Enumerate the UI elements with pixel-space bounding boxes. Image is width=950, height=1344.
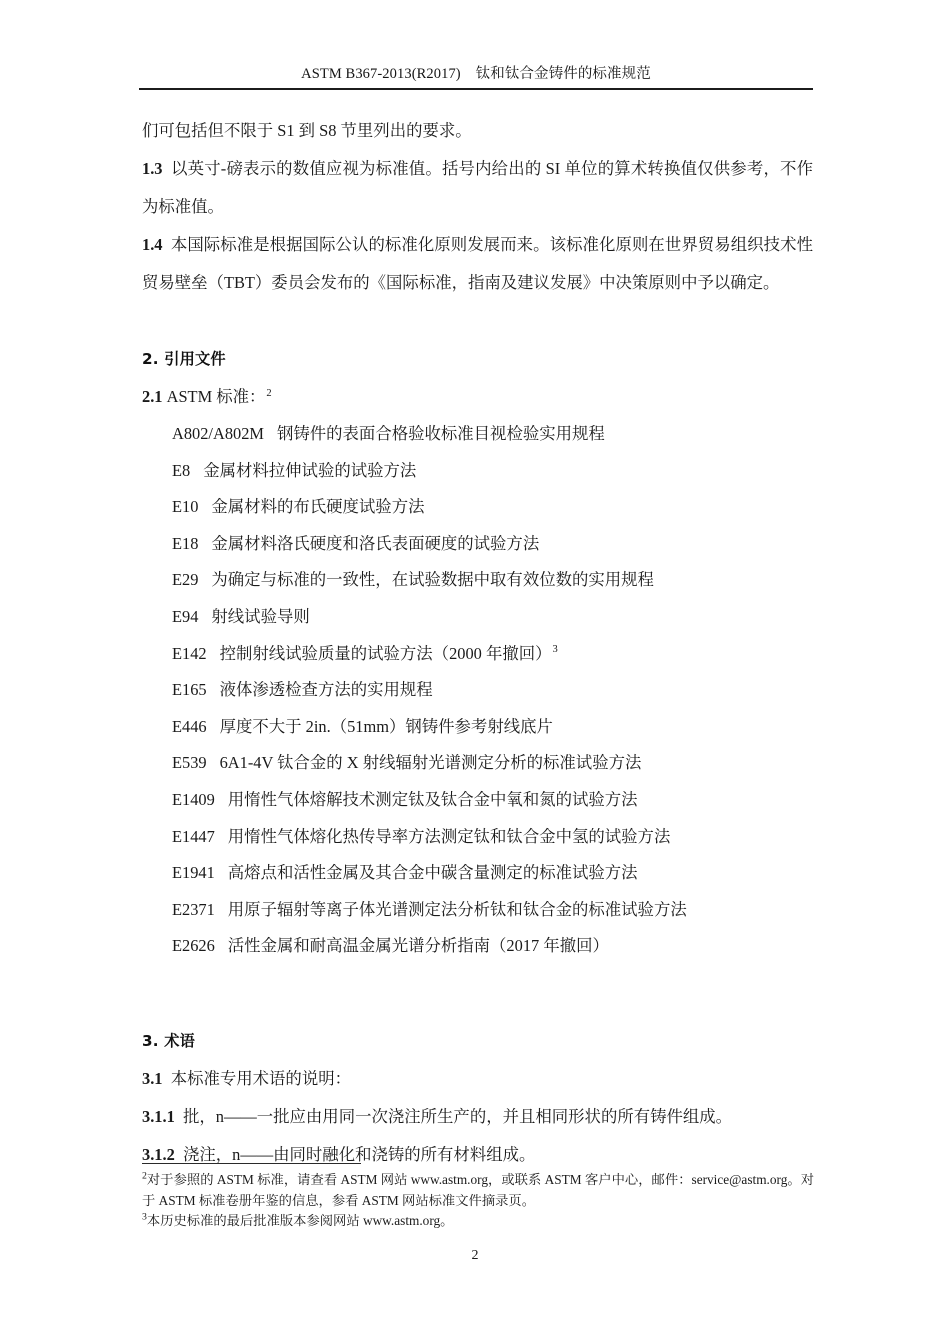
- footnote-2: [142, 1170, 814, 1211]
- list-item: [142, 672, 813, 709]
- reference-footnote-ref: [539, 534, 540, 545]
- list-item: [142, 745, 813, 782]
- reference-code: E539: [172, 753, 207, 773]
- list-item: [142, 562, 813, 599]
- subsection-text-3-1: 本标准专用术语的说明：: [170, 1068, 351, 1088]
- reference-code: E29: [172, 570, 199, 590]
- subsection-text-3-1-2: 浇注，n——由同时融化和浇铸的所有材料组成。: [182, 1144, 536, 1164]
- reference-code: A802/A802M: [172, 424, 264, 443]
- list-item: [142, 892, 813, 929]
- reference-code: E1447: [172, 826, 215, 846]
- reference-footnote-ref: [433, 681, 434, 692]
- list-item: [142, 709, 813, 746]
- reference-footnote-ref: [310, 608, 311, 619]
- list-item: [142, 599, 813, 636]
- reference-code: E18: [172, 533, 199, 553]
- reference-footnote-ref: [654, 571, 655, 582]
- reference-title: 金属材料洛氏硬度和洛氏表面硬度的试验方法: [211, 533, 540, 553]
- subsection-number-3-1: 3.1: [142, 1068, 163, 1088]
- paragraph-number-1-4: 1.4: [142, 235, 163, 254]
- reference-title: 钢铸件的表面合格验收标准目视检验实用规程: [276, 424, 605, 443]
- spacer-before-section-3: [142, 965, 813, 1003]
- subsection-3-1-1: [142, 1098, 813, 1136]
- list-item: [142, 819, 813, 856]
- reference-code: E446: [172, 716, 207, 736]
- reference-title: 为确定与标准的一致性，在试验数据中取有效位数的实用规程: [211, 570, 654, 590]
- spacer-before-section-2: [142, 302, 813, 340]
- subsection-number-3-1-1: 3.1.1: [142, 1106, 175, 1126]
- reference-title: 液体渗透检查方法的实用规程: [219, 680, 433, 700]
- reference-footnote-ref: [641, 754, 642, 765]
- reference-title: 金属材料的布氏硬度试验方法: [211, 497, 425, 517]
- subsection-number-2-1: 2.1: [142, 387, 163, 406]
- reference-footnote-ref: [553, 717, 554, 728]
- subsection-text-2-1: ASTM 标准：: [166, 387, 266, 406]
- footnote-mark-2: 2: [142, 1170, 147, 1182]
- page-number: 2: [471, 1248, 479, 1263]
- reference-code: E1409: [172, 789, 215, 809]
- list-item: [142, 416, 813, 453]
- reference-footnote-ref: [638, 864, 639, 875]
- footnotes-block: [142, 1170, 814, 1232]
- reference-title: 6A1-4V 钛合金的 X 射线辐射光谱测定分析的标准试验方法: [219, 753, 642, 773]
- footnote-text-2: 对于参照的 ASTM 标准，请查看 ASTM 网站 www.astm.org，或联系 ASTM 客户中心，邮件：service@astm.org。对于 ASTM 标准卷册年鉴的信息，参看 ASTM 网站标准文件摘录页。: [142, 1172, 814, 1208]
- section-heading-2: 2. 引用文件: [142, 350, 226, 368]
- reference-footnote-ref: [605, 425, 606, 436]
- reference-title: 活性金属和耐高温金属光谱分析指南（2017 年撤回）: [227, 936, 609, 956]
- reference-title: 金属材料拉伸试验的试验方法: [203, 460, 417, 480]
- reference-footnote-ref: [687, 900, 688, 911]
- reference-code: E2371: [172, 899, 215, 919]
- subsection-2-1: [142, 378, 813, 416]
- reference-code: E10: [172, 497, 199, 517]
- reference-code: E142: [172, 643, 207, 663]
- paragraph-text-1-3: 以英寸-磅表示的数值应视为标准值。括号内给出的 SI 单位的算术转换值仅供参考，不作为标准值。: [142, 159, 813, 216]
- footnote-ref-2[interactable]: 2: [266, 387, 272, 399]
- astm-reference-list: [142, 416, 813, 965]
- header-divider-rule: [139, 88, 813, 90]
- reference-title: 控制射线试验质量的试验方法（2000 年撤回）: [219, 643, 552, 663]
- section-heading-3: 3. 术语: [142, 1031, 195, 1050]
- spacer-before-section-3-b: [142, 1003, 813, 1022]
- paragraph-text-1-4: 本国际标准是根据国际公认的标准化原则发展而来。该标准化原则在世界贸易组织技术性贸易壁垒（TBT）委员会发布的《国际标准，指南及建议发展》中决策原则中予以确定。: [142, 235, 814, 292]
- list-item: [142, 636, 813, 673]
- reference-code: E165: [172, 680, 207, 700]
- subsection-3-1: [142, 1060, 813, 1098]
- paragraph-1-4: [142, 226, 813, 302]
- reference-footnote-ref: [416, 461, 417, 472]
- reference-title: 用原子辐射等离子体光谱测定法分析钛和钛合金的标准试验方法: [227, 899, 687, 919]
- list-item: [142, 782, 813, 819]
- reference-title: 射线试验导则: [211, 606, 310, 626]
- subsection-text-3-1-1: 批，n——一批应由用同一次浇注所生产的，并且相同形状的所有铸件组成。: [182, 1106, 733, 1126]
- continued-paragraph: 们可包括但不限于 S1 到 S8 节里列出的要求。: [142, 121, 472, 140]
- reference-title: 用惰性气体熔解技术测定钛及钛合金中氧和氮的试验方法: [227, 789, 638, 809]
- reference-footnote-ref: [670, 827, 671, 838]
- reference-code: E1941: [172, 863, 215, 883]
- reference-title: 高熔点和活性金属及其合金中碳含量测定的标准试验方法: [227, 863, 638, 883]
- running-header: ASTM B367-2013(R2017) 钛和钛合金铸件的标准规范: [301, 66, 651, 82]
- reference-footnote-ref: [609, 937, 610, 948]
- reference-code: E94: [172, 606, 199, 626]
- list-item: [142, 855, 813, 892]
- reference-code: E2626: [172, 936, 215, 956]
- reference-footnote-ref: [424, 498, 425, 509]
- subsection-3-1-2: [142, 1136, 813, 1174]
- list-item: [142, 453, 813, 490]
- subsection-number-3-1-2: 3.1.2: [142, 1144, 175, 1164]
- reference-code: E8: [172, 460, 191, 480]
- paragraph-1-3: [142, 150, 813, 226]
- reference-footnote-ref: [638, 790, 639, 801]
- footnote-separator-rule: [142, 1163, 361, 1164]
- list-item: [142, 928, 813, 965]
- reference-title: 用惰性气体熔化热传导率方法测定钛和钛合金中氢的试验方法: [227, 826, 671, 846]
- paragraph-number-1-3: 1.3: [142, 159, 163, 178]
- footnote-3: [142, 1211, 814, 1232]
- reference-title: 厚度不大于 2in.（51mm）钢铸件参考射线底片: [219, 716, 553, 736]
- footnote-text-3: 本历史标准的最后批准版本参阅网站 www.astm.org。: [146, 1213, 454, 1228]
- footnote-mark-3: 3: [142, 1211, 147, 1223]
- list-item: [142, 489, 813, 526]
- body-column: [142, 112, 813, 1174]
- list-item: [142, 526, 813, 563]
- reference-footnote-ref[interactable]: 3: [552, 644, 558, 656]
